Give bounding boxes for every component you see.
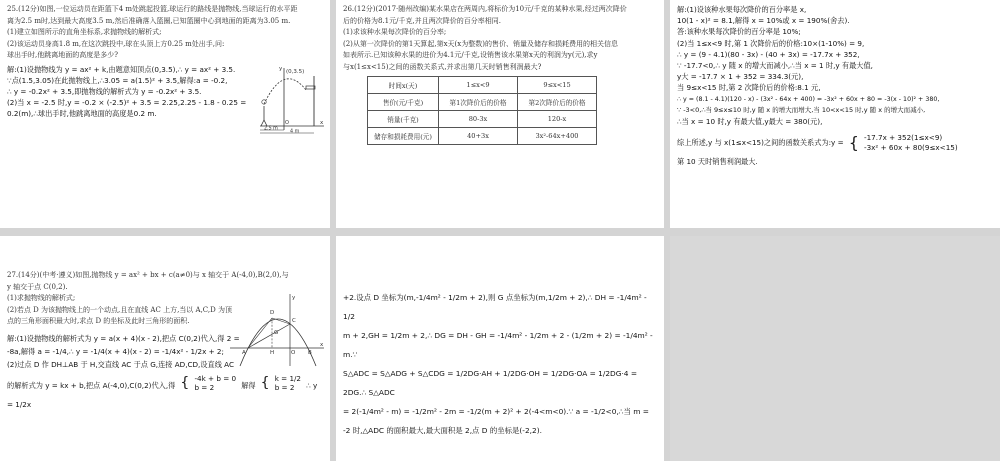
figure-label: H [270, 350, 275, 356]
parabola-figure [228, 292, 326, 368]
figure-label: B [308, 350, 312, 356]
answer-line: -8a,解得 a = -1/4,∴ y = -1/4(x + 4)(x - 2) = -1/4x² - 1/2x + 2; [7, 346, 224, 356]
answer-line: 解:(1)设抛物线的解析式为 y = a(x + 4)(x - 2),把点 C(0,2)代入,得 2 = [7, 333, 240, 343]
y-axis-label: y [279, 66, 283, 72]
vertex-label: (0,3.5) [286, 69, 305, 75]
answer-line: (2)当 1≤x<9 时,第 1 次降价后的价格:10×(1-10%) = 9, [677, 38, 865, 48]
piecewise-case: -17.7x + 352(1≤x<9) [863, 132, 943, 142]
answer-line: ∴ y = -0.2x² + 3.5,即抛物线的解析式为 y = -0.2x² + 3.5. [7, 86, 202, 96]
table-header-cell: 1≤x<9 [439, 77, 518, 94]
price-sales-table [367, 76, 597, 145]
figure-label: D [270, 310, 275, 316]
figure-label: C [292, 318, 296, 324]
table-header-cell: 时间x(天) [368, 77, 439, 94]
problem-27-solution-panel [336, 236, 664, 461]
system-equation: b = 2 [194, 383, 215, 392]
figure-label: y [292, 295, 296, 301]
answer-line: -2 时,△ADC 的面积最大,最大面积是 2,点 D 的坐标是(-2,2). [343, 426, 542, 435]
answer-line: (2)当 x = -2.5 时,y = -0.2 × (-2.5)² + 3.5 = 2.25,2.25 - 1.8 - 0.25 = [7, 98, 247, 108]
origin-label: O [285, 120, 289, 126]
answer-line: y大 = -17.7 × 1 + 352 = 334.3(元), [677, 72, 804, 82]
answer-line: 答:该种水果每次降价的百分率是 10%; [677, 27, 801, 37]
question-line: (2)该运动员身高1.8 m,在这次跳投中,球在头顶上方0.25 m处出手,问: [7, 39, 225, 48]
piecewise-case: -3x² + 60x + 80(9≤x<15) [863, 142, 958, 152]
piecewise-summary [677, 132, 993, 153]
question-line: 后的价格为8.1元/千克,并且两次降价的百分率相同. [343, 16, 501, 25]
answer-line: 的解析式为 y = kx + b,把点 A(-4,0),C(0,2)代入,得 [7, 380, 176, 390]
answer-line: 当 9≤x<15 时,第 2 次降价后的价格:8.1 元, [677, 83, 821, 93]
table-header-cell: 9≤x<15 [518, 77, 597, 94]
answer-line: ∴当 x = 10 时,y 有最大值,y最大 = 380(元), [677, 117, 823, 127]
question-line: 27.(14分)(中考·遵义)如图,抛物线 y = ax² + bx + c(a≠0)与 x 轴交于 A(-4,0),B(2,0),与 [7, 271, 289, 279]
question-line: 如表所示.已知该种水果的进价为4.1元/千克,设销售该水果第x天的利润为y(元),求y [343, 51, 598, 59]
question-line: 球出手时,他跳离地面的高度是多少? [7, 51, 118, 59]
summary-text: 综上所述,y 与 x(1≤x<15)之间的函数关系式为:y = [677, 138, 844, 148]
table-cell: 售价(元/千克) [368, 94, 439, 111]
empty-panel [670, 236, 1000, 461]
table-header-row [368, 77, 597, 94]
figure-label: A [242, 350, 246, 356]
problem-25-panel [0, 0, 330, 228]
question-line: (1)建立如图所示的直角坐标系,求抛物线的解析式; [7, 28, 162, 36]
problem-26-panel [336, 0, 664, 228]
table-cell: 120-x [518, 111, 597, 128]
answer-line: = 2(-1/4m² - m) = -1/2m² - 2m = -1/2(m + 2)² + 2(-4<m<0).∵ a = -1/2<0,∴当 m = [343, 407, 649, 416]
answer-line: S△ADC = S△ADG + S△CDG = 1/2DG·AH + 1/2DG·OH = 1/2DG·OA = 1/2DG·4 = 2DG.∴ S△ADC [343, 369, 638, 397]
answer-line: +2.设点 D 坐标为(m,-1/4m² - 1/2m + 2),则 G 点坐标为(m,1/2m + 2),∴ DH = -1/4m² - 1/2 [343, 293, 647, 321]
answer-line: 第 10 天时销售利润最大. [677, 156, 758, 166]
question-line: y 轴交于点 C(0,2). [7, 282, 68, 291]
table-row [368, 128, 597, 145]
answer-line: m + 2,GH = 1/2m + 2,∴ DG = DH - GH = -1/4m² - 1/2m + 2 - (1/2m + 2) = -1/4m² - m.∵ [343, 331, 653, 359]
answer-line: ∴ y = 1/2x [7, 380, 318, 409]
question-line: 与x(1≤x<15)之间的函数关系式,并求出第几天时销售利润最大? [343, 62, 542, 71]
answer-line: 10(1 - x)² = 8.1,解得 x = 10%或 x = 190%(舍去). [677, 16, 850, 26]
answer-line: 解:(1)设抛物线为 y = ax² + k,由题意知顶点(0,3.5),∴ y = ax² + 3.5. [7, 64, 236, 74]
system-equation: -4k + b = 0 [194, 374, 237, 383]
question-line: (1)求该种水果每次降价的百分率; [343, 28, 447, 36]
question-line: 25.(12分)如图,一位运动员在距篮下4 m处跳起投篮,球运行的路线是抛物线,当球运行的水平距 [7, 5, 298, 13]
table-cell: 销量(千克) [368, 111, 439, 128]
figure-label: O [291, 350, 296, 356]
basketball-figure [254, 64, 326, 134]
dimension-left-label: 2.5 m [264, 126, 278, 132]
system-solution: k = 1/2 [274, 374, 302, 383]
question-line: (2)从第一次降价的第1天算起,第x天(x为整数)的售价、销量及储存和损耗费用的相关信息 [343, 39, 618, 48]
brace-icon: { [848, 132, 859, 152]
brace-icon: { [260, 375, 270, 391]
question-line: 26.(12分)(2017·随州改编)某水果店在两周内,将标价为10元/千克的某种水果,经过两次降价 [343, 5, 627, 13]
answer-line: ∵点(1.5,3.05)在此抛物线上,∴3.05 = a(1.5)² + 3.5,解得:a = -0.2, [7, 75, 228, 85]
table-cell: 第2次降价后的价格 [518, 94, 597, 111]
answer-line: 0.2(m),∴球出手时,他跳离地面的高度是0.2 m. [7, 109, 157, 119]
table-cell: 80-3x [439, 111, 518, 128]
problem-26-question [343, 4, 657, 73]
problem-25-question [7, 4, 323, 62]
table-cell: 第1次降价后的价格 [439, 94, 518, 111]
brace-icon: { [180, 375, 190, 391]
question-line: (1)求抛物线的解析式; [7, 294, 76, 302]
table-cell: 3x²-64x+400 [518, 128, 597, 145]
x-axis-label: x [320, 120, 324, 126]
question-line: 离为2.5 m时,达到最大高度3.5 m,然后准确落入篮圈,已知篮圈中心到地面的距离为3.05 m. [7, 16, 291, 25]
problem-27-panel [0, 236, 330, 461]
table-cell: 储存和损耗费用(元) [368, 128, 439, 145]
problem-25-answer [7, 64, 257, 98]
answer-line: ∵ -3<0,∴当 9≤x≤10 时,y 随 x 的增大而增大,当 10<x<15 时,y 随 x 的增大而减小, [677, 105, 926, 114]
answer-line: (2)过点 D 作 DH⊥AB 于 H,交直线 AC 于点 G,连接 AD,CD,设直线 AC [7, 359, 234, 369]
system-solution: b = 2 [274, 383, 295, 392]
question-line: (2)若点 D 为该抛物线上的一个动点,且在直线 AC 上方,当以 A,C,D 为顶 [7, 305, 232, 314]
table-row [368, 111, 597, 128]
question-line: 点的三角形面积最大时,求点 D 的坐标及此时三角形的面积. [7, 317, 190, 325]
answer-line: ∴ y = (9 - 4.1)(80 - 3x) - (40 + 3x) = -17.7x + 352, [677, 49, 860, 59]
table-cell: 40+3x [439, 128, 518, 145]
answer-word: 解得 [241, 380, 256, 390]
figure-label: x [320, 342, 324, 348]
dimension-bottom-label: 4 m [290, 129, 300, 134]
table-row [368, 94, 597, 111]
answer-line: ∴ y = (8.1 - 4.1)(120 - x) - (3x² - 64x + 400) = -3x² + 60x + 80 = -3(x - 10)² + 380, [677, 95, 940, 103]
problem-26-solution-panel [670, 0, 1000, 228]
figure-label: G [274, 330, 279, 336]
answer-line: ∵ -17.7<0,∴ y 随 x 的增大而减小,∴当 x = 1 时,y 有最大值, [677, 61, 873, 71]
answer-line: 解:(1)设该种水果每次降价的百分率是 x, [677, 5, 807, 14]
